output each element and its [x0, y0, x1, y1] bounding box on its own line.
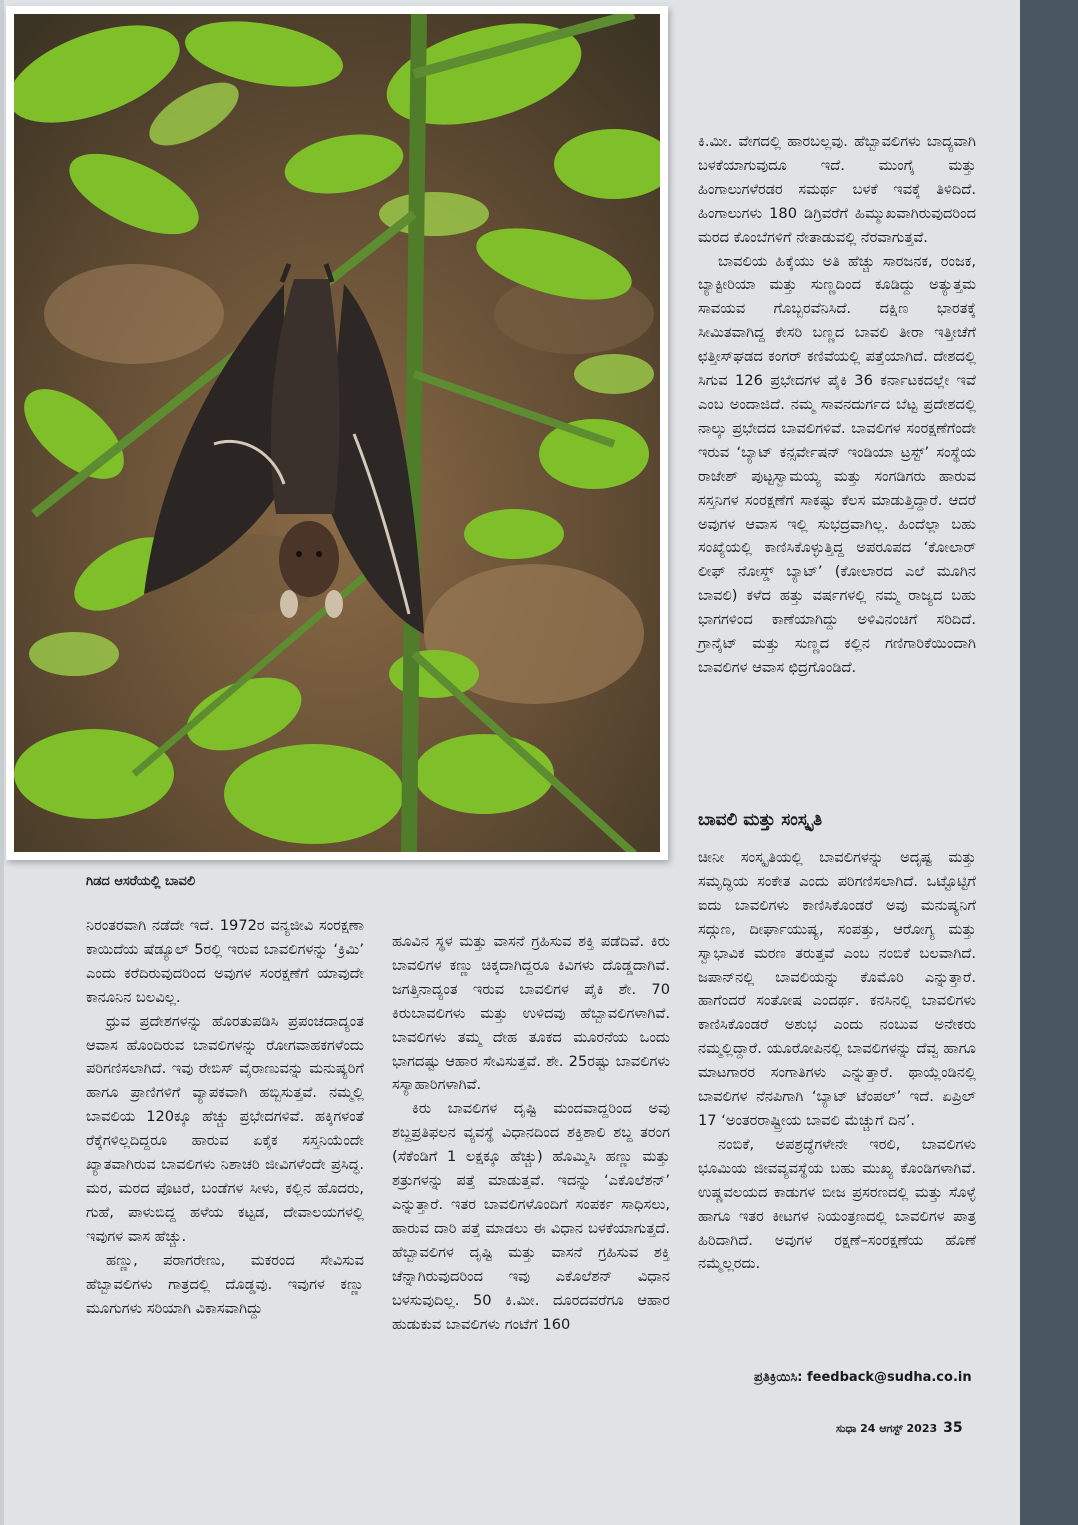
paragraph: ಚೀನೀ ಸಂಸ್ಕೃತಿಯಲ್ಲಿ ಬಾವಲಿಗಳನ್ನು ಅದೃಷ್ಟ ಮತ್ತು ಸಮೃದ್ಧಿಯ ಸಂಕೇತ ಎಂದು ಪರಿಗಣಿಸಲಾಗಿದೆ. ಒಟ್ಟೊಟ್ಟಿಗೆ ಐದು ಬಾವಲಿಗಳು ಕಾಣಿಸಿಕೊಂಡರೆ ಅವು ಮನುಷ್ಯನಿಗೆ ಸದ್ಗುಣ, ದೀರ್ಘಾಯುಷ್ಯ, ಸಂಪತ್ತು, ಆರೋಗ್ಯ ಮತ್ತು ಸ್ವಾಭಾವಿಕ ಮರಣ ತರುತ್ತವೆ ಎಂಬ ನಂಬಿಕೆ ಬಲವಾಗಿದೆ. ಜಪಾನ್‌ನಲ್ಲಿ ಬಾವಲಿಯನ್ನು ಕೊಮೊರಿ ಎನ್ನುತ್ತಾರೆ. ಹಾಗೆಂದರೆ ಸಂತೋಷ ಎಂದರ್ಥ. ಕನಸಿನಲ್ಲಿ ಬಾವಲಿಗಳು ಕಾಣಿಸಿಕೊಂಡರೆ ಅಶುಭ ಎಂದು ನಂಬುವ ಅನೇಕರು ನಮ್ಮಲ್ಲಿದ್ದಾರೆ. ಯೂರೋಪಿನಲ್ಲಿ ಬಾವಲಿಗಳನ್ನು ದೆವ್ವ ಹಾಗೂ ಮಾಟಗಾರರ ಸಂಗಾತಿಗಳು ಎನ್ನುತ್ತಾರೆ. ಥಾಯ್ಲೆಂಡಿನಲ್ಲಿ ಬಾವಲಿಗಳ ನೆನಪಿಗಾಗಿ ‘ಬ್ಯಾಟ್ ಟೆಂಪಲ್’ ಇದೆ. ಏಪ್ರಿಲ್ 17 ‘ಅಂತರರಾಷ್ಟ್ರೀಯ ಬಾವಲಿ ಮೆಚ್ಚುಗೆ ದಿನ’.: [698, 849, 976, 1129]
feedback-line: ಪ್ರತಿಕ್ರಿಯಿಸಿ: feedback@sudha.co.in: [754, 1370, 972, 1385]
text-column-3-top: [698, 130, 976, 680]
page-number: 35: [943, 1420, 963, 1436]
photo-frame: [6, 6, 668, 860]
photo-caption: ಗಿಡದ ಆಸರೆಯಲ್ಲಿ ಬಾವಲಿ: [86, 874, 196, 889]
section-heading: ಬಾವಲಿ ಮತ್ತು ಸಂಸ್ಕೃತಿ: [698, 810, 823, 830]
text-column-2: [392, 930, 670, 1336]
paragraph: ಧ್ರುವ ಪ್ರದೇಶಗಳನ್ನು ಹೊರತುಪಡಿಸಿ ಪ್ರಪಂಚದಾದ್ಯಂತ ಆವಾಸ ಹೊಂದಿರುವ ಬಾವಲಿಗಳನ್ನು ರೋಗವಾಹಕಗಳೆಂದು ಪರಿಗಣಿಸಲಾಗಿದೆ. ಇವು ರೇಬಿಸ್ ವೈರಾಣುವನ್ನು ಮನುಷ್ಯರಿಗೆ ಹಾಗೂ ಪ್ರಾಣಿಗಳಿಗೆ ವ್ಯಾಪಕವಾಗಿ ಹಬ್ಬಿಸುತ್ತವೆ. ನಮ್ಮಲ್ಲಿ ಬಾವಲಿಯ 120ಕ್ಕೂ ಹೆಚ್ಚು ಪ್ರಭೇದಗಳಿವೆ. ಹಕ್ಕಿಗಳಂತೆ ರೆಕ್ಕೆಗಳಿಲ್ಲದಿದ್ದರೂ ಹಾರುವ ಏಕೈಕ ಸಸ್ತನಿಯೆಂದೇ ಖ್ಯಾತವಾಗಿರುವ ಬಾವಲಿಗಳು ನಿಶಾಚರಿ ಜೀವಿಗಳೆಂದೇ ಪ್ರಸಿದ್ಧ. ಮರ, ಮರದ ಪೊಟರೆ, ಬಂಡೆಗಳ ಸೀಳು, ಕಲ್ಲಿನ ಹೊದರು, ಗುಹೆ, ಪಾಳುಬಿದ್ದ ಹಳೆಯ ಕಟ್ಟಡ, ದೇವಾಲಯಗಳಲ್ಲಿ ಇವುಗಳ ವಾಸ ಹೆಚ್ಚು.: [86, 1012, 364, 1245]
magazine-date: ಸುಧಾ 24 ಆಗಸ್ಟ್ 2023: [836, 1422, 938, 1435]
bat-photo: [14, 14, 660, 852]
paragraph: ಕಿ.ಮೀ. ವೇಗದಲ್ಲಿ ಹಾರಬಲ್ಲವು. ಹೆಬ್ಬಾವಲಿಗಳು ಬಾದ್ಯವಾಗಿ ಬಳಕೆಯಾಗುವುದೂ ಇದೆ. ಮುಂಗೈ ಮತ್ತು ಹಿಂಗಾಲುಗಳೆರಡರ ಸಮರ್ಥ ಬಳಕೆ ಇವಕ್ಕೆ ತಿಳಿದಿದೆ. ಹಿಂಗಾಲುಗಳು 180 ಡಿಗ್ರಿವರೆಗೆ ಹಿಮ್ಮುಖವಾಗಿರುವುದರಿಂದ ಮರದ ಕೊಂಬೆಗಳಿಗೆ ನೇತಾಡುವಲ್ಲಿ ನೆರವಾಗುತ್ತವೆ.: [698, 133, 976, 246]
paragraph: ನಿರಂತರವಾಗಿ ನಡೆದೇ ಇದೆ. 1972ರ ವನ್ಯಜೀವಿ ಸಂರಕ್ಷಣಾ ಕಾಯಿದೆಯ ಷೆಡ್ಯೂಲ್ 5ರಲ್ಲಿ ಇರುವ ಬಾವಲಿಗಳನ್ನು ‘ಕ್ರಿಮಿ’ ಎಂದು ಕರೆದಿರುವುದರಿಂದ ಅವುಗಳ ಸಂರಕ್ಷಣೆಗೆ ಯಾವುದೇ ಕಾನೂನಿನ ಬಲವಿಲ್ಲ.: [86, 917, 364, 1006]
text-column-1: [86, 914, 364, 1320]
paragraph: ಬಾವಲಿಯ ಹಿಕ್ಕೆಯು ಅತಿ ಹೆಚ್ಚು ಸಾರಜನಕ, ರಂಜಕ, ಬ್ಯಾಕ್ಟೀರಿಯಾ ಮತ್ತು ಸುಣ್ಣದಿಂದ ಕೂಡಿದ್ದು ಅತ್ಯುತ್ತಮ ಸಾವಯವ ಗೊಬ್ಬರವೆನಿಸಿದೆ. ದಕ್ಷಿಣ ಭಾರತಕ್ಕೆ ಸೀಮಿತವಾಗಿದ್ದ ಕೇಸರಿ ಬಣ್ಣದ ಬಾವಲಿ ತೀರಾ ಇತ್ತೀಚೆಗೆ ಛತ್ತೀಸ್‌ಘಡದ ಕಂಗರ್ ಕಣಿವೆಯಲ್ಲಿ ಪತ್ತೆಯಾಗಿದೆ. ದೇಶದಲ್ಲಿ ಸಿಗುವ 126 ಪ್ರಭೇದಗಳ ಪೈಕಿ 36 ಕರ್ನಾಟಕದಲ್ಲೇ ಇವೆ ಎಂಬ ಅಂದಾಜಿದೆ. ನಮ್ಮ ಸಾವನದುರ್ಗದ ಬೆಟ್ಟ ಪ್ರದೇಶದಲ್ಲಿ ನಾಲ್ಕು ಪ್ರಭೇದದ ಬಾವಲಿಗಳಿವೆ. ಬಾವಲಿಗಳ ಸಂರಕ್ಷಣೆಗೆಂದೇ ಇರುವ ‘ಬ್ಯಾಟ್ ಕನ್ಸರ್ವೇಷನ್ ಇಂಡಿಯಾ ಟ್ರಸ್ಟ್’ ಸಂಸ್ಥೆಯ ರಾಜೇಶ್ ಪುಟ್ಟಸ್ವಾಮಯ್ಯ ಮತ್ತು ಸಂಗಡಿಗರು ಹಾರುವ ಸಸ್ತನಿಗಳ ಸಂರಕ್ಷಣೆಗೆ ಸಾಕಷ್ಟು ಕೆಲಸ ಮಾಡುತ್ತಿದ್ದಾರೆ. ಆದರೆ ಅವುಗಳ ಆವಾಸ ಇಲ್ಲಿ ಸುಭದ್ರವಾಗಿಲ್ಲ. ಹಿಂದೆಲ್ಲಾ ಬಹು ಸಂಖ್ಯೆಯಲ್ಲಿ ಕಾಣಿಸಿಕೊಳ್ಳುತ್ತಿದ್ದ ಅಪರೂಪದ ‘ಕೋಲಾರ್ ಲೀಫ್ ನೋಸ್ಡ್ ಬ್ಯಾಟ್’ (ಕೋಲಾರದ ಎಲೆ ಮೂಗಿನ ಬಾವಲಿ) ಕಳೆದ ಹತ್ತು ವರ್ಷಗಳಲ್ಲಿ ನಮ್ಮ ರಾಜ್ಯದ ಬಹು ಭಾಗಗಳಿಂದ ಕಾಣೆಯಾಗಿದ್ದು ಅಳಿವಿನಂಚಿಗೆ ಸರಿದಿದೆ. ಗ್ರಾನೈಟ್ ಮತ್ತು ಸುಣ್ಣದ ಕಲ್ಲಿನ ಗಣಿಗಾರಿಕೆಯಿಂದಾಗಿ ಬಾವಲಿಗಳ ಆವಾಸ ಛಿದ್ರಗೊಂಡಿದೆ.: [698, 252, 976, 676]
text-column-3-bottom: [698, 846, 976, 1276]
paragraph: ಕಿರು ಬಾವಲಿಗಳ ದೃಷ್ಟಿ ಮಂದವಾದ್ದರಿಂದ ಅವು ಶಬ್ದಪ್ರತಿಫಲನ ವ್ಯವಸ್ಥೆ ವಿಧಾನದಿಂದ ಶಕ್ತಿಶಾಲಿ ಶಬ್ದ ತರಂಗ (ಸೆಕೆಂಡಿಗೆ 1 ಲಕ್ಷಕ್ಕೂ ಹೆಚ್ಚು) ಹೊಮ್ಮಿಸಿ ಹಣ್ಣು ಮತ್ತು ಶತ್ರುಗಳನ್ನು ಪತ್ತೆ ಮಾಡುತ್ತವೆ. ಇದನ್ನು ‘ಎಕೊಲೆಶನ್’ ಎನ್ನುತ್ತಾರೆ. ಇತರ ಬಾವಲಿಗಳೊಂದಿಗೆ ಸಂಪರ್ಕ ಸಾಧಿಸಲು, ಹಾರುವ ದಾರಿ ಪತ್ತೆ ಮಾಡಲು ಈ ವಿಧಾನ ಬಳಕೆಯಾಗುತ್ತದೆ. ಹೆಬ್ಬಾವಲಿಗಳ ದೃಷ್ಟಿ ಮತ್ತು ವಾಸನೆ ಗ್ರಹಿಸುವ ಶಕ್ತಿ ಚೆನ್ನಾಗಿರುವುದರಿಂದ ಇವು ಎಕೊಲೆಶನ್ ವಿಧಾನ ಬಳಸುವುದಿಲ್ಲ. 50 ಕಿ.ಮೀ. ದೂರದವರೆಗೂ ಆಹಾರ ಹುಡುಕುವ ಬಾವಲಿಗಳು ಗಂಟೆಗೆ 160: [392, 1100, 670, 1333]
paragraph: ನಂಬಿಕೆ, ಅಪಶ್ರದ್ಧೆಗಳೇನೇ ಇರಲಿ, ಬಾವಲಿಗಳು ಭೂಮಿಯ ಜೀವವ್ಯವಸ್ಥೆಯ ಬಹು ಮುಖ್ಯ ಕೊಂಡಿಗಳಾಗಿವೆ. ಉಷ್ಣವಲಯದ ಕಾಡುಗಳ ಬೀಜ ಪ್ರಸರಣದಲ್ಲಿ ಮತ್ತು ಸೊಳ್ಳೆ ಹಾಗೂ ಇತರ ಕೀಟಗಳ ನಿಯಂತ್ರಣದಲ್ಲಿ ಬಾವಲಿಗಳ ಪಾತ್ರ ಹಿರಿದಾಗಿದೆ. ಅವುಗಳ ರಕ್ಷಣೆ–ಸಂರಕ್ಷಣೆಯ ಹೊಣೆ ನಮ್ಮೆಲ್ಲರದು.: [698, 1135, 976, 1273]
side-strip: [1020, 0, 1078, 1525]
page-edge: [0, 0, 4, 1525]
paragraph: ಹೂವಿನ ಸ್ಥಳ ಮತ್ತು ವಾಸನೆ ಗ್ರಹಿಸುವ ಶಕ್ತಿ ಪಡೆದಿವೆ. ಕಿರು ಬಾವಲಿಗಳ ಕಣ್ಣು ಚಿಕ್ಕದಾಗಿದ್ದರೂ ಕಿವಿಗಳು ದೊಡ್ಡದಾಗಿವೆ. ಜಗತ್ತಿನಾದ್ಯಂತ ಇರುವ ಬಾವಲಿಗಳ ಪೈಕಿ ಶೇ. 70 ಕಿರುಬಾವಲಿಗಳು ಮತ್ತು ಉಳಿದವು ಹೆಬ್ಬಾವಲಿಗಳಾಗಿವೆ. ಬಾವಲಿಗಳು ತಮ್ಮ ದೇಹ ತೂಕದ ಮೂರನೆಯ ಒಂದು ಭಾಗದಷ್ಟು ಆಹಾರ ಸೇವಿಸುತ್ತವೆ. ಶೇ. 25ರಷ್ಟು ಬಾವಲಿಗಳು ಸಸ್ಯಾಹಾರಿಗಳಾಗಿವೆ.: [392, 933, 670, 1094]
page-footer: [836, 1420, 963, 1436]
paragraph: ಹಣ್ಣು, ಪರಾಗರೇಣು, ಮಕರಂದ ಸೇವಿಸುವ ಹೆಬ್ಬಾವಲಿಗಳು ಗಾತ್ರದಲ್ಲಿ ದೊಡ್ಡವು. ಇವುಗಳ ಕಣ್ಣು ಮೂಗುಗಳು ಸರಿಯಾಗಿ ವಿಕಾಸವಾಗಿದ್ದು: [86, 1251, 364, 1317]
